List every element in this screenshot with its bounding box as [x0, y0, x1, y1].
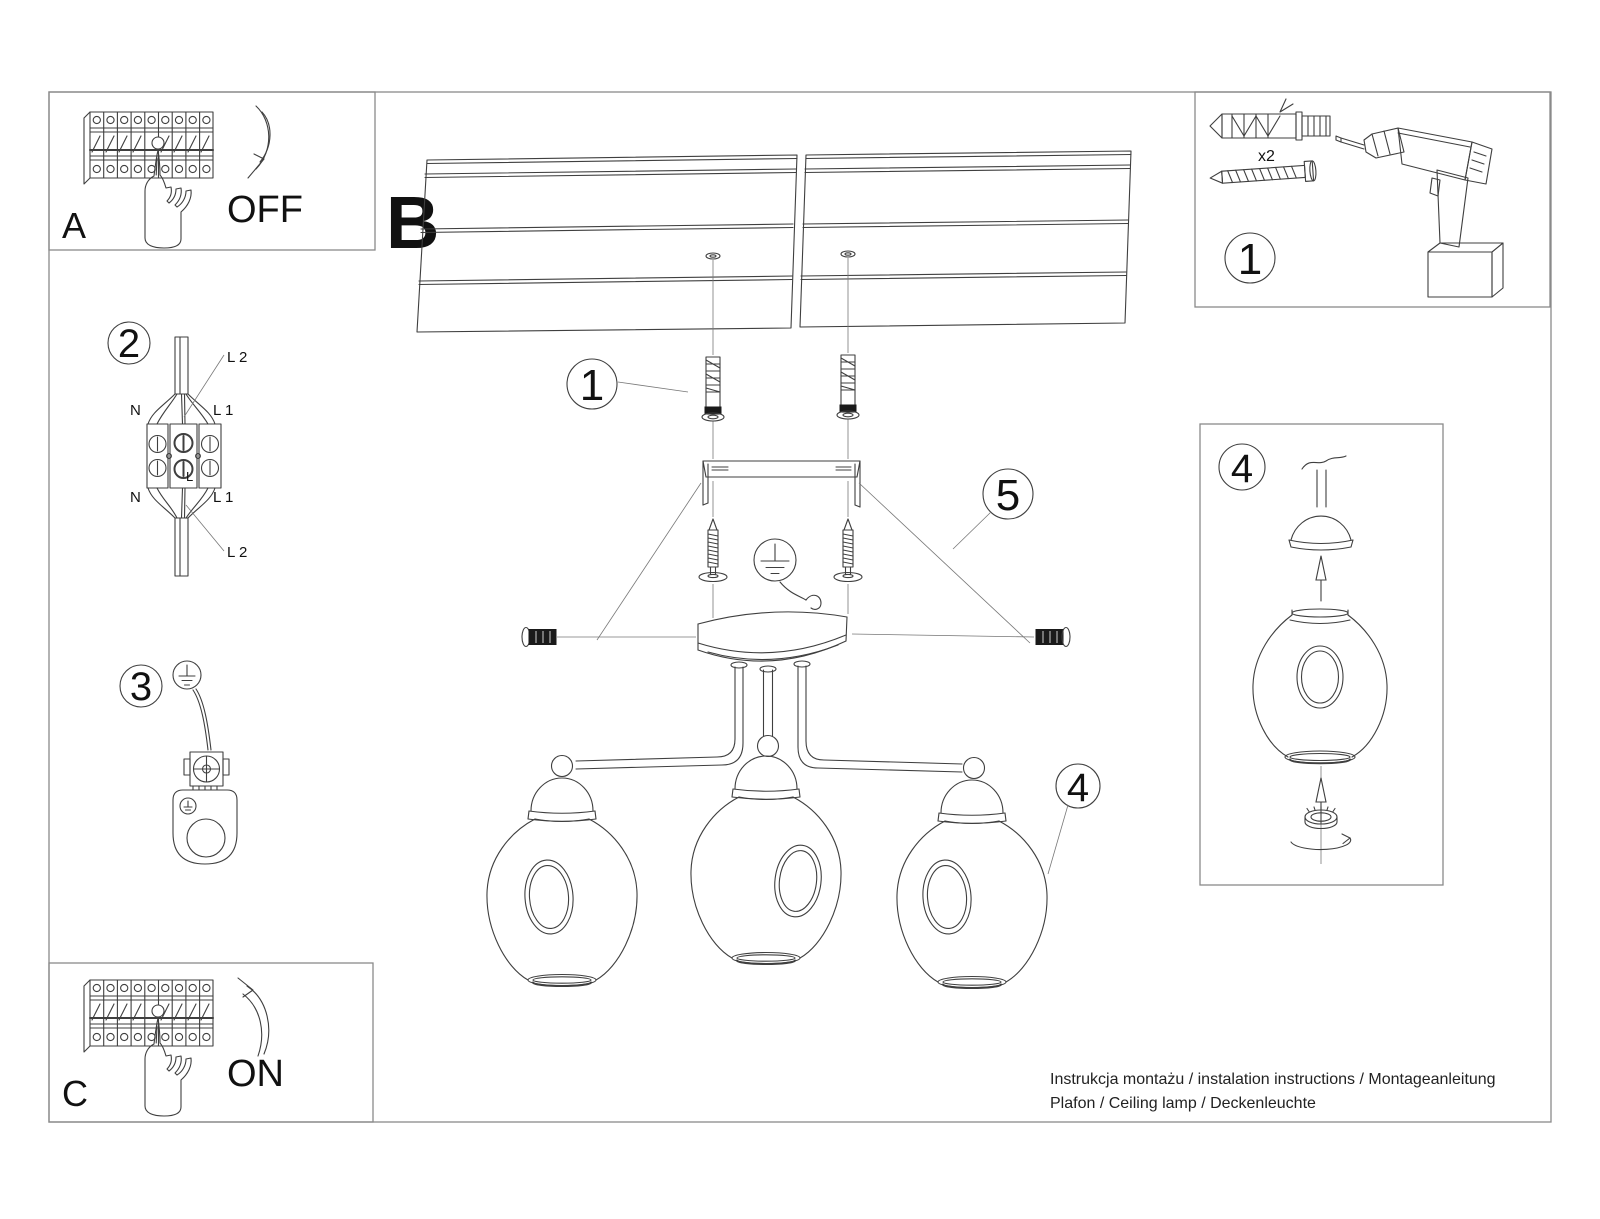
panel-shade-assembly [1219, 444, 1387, 864]
curved-arrow-up-icon [238, 978, 269, 1056]
step-1-number: 1 [579, 361, 605, 410]
ground-wire-loop [806, 595, 821, 609]
socket-dome-icon [1289, 516, 1353, 550]
arm-ball-joint [964, 758, 985, 779]
lamp-shade-left [487, 778, 637, 986]
step-4-number: 4 [1066, 766, 1090, 810]
shade-exploded-icon [1253, 609, 1387, 763]
page-frame [49, 92, 1551, 1122]
mounting-screw-icon [699, 519, 727, 582]
side-screw-right [1036, 628, 1070, 647]
wire-label-l: L [186, 469, 194, 484]
wall-plug-icon [837, 355, 859, 419]
assembly-arrow-up-icon [1316, 556, 1326, 601]
wire-label-l2-bottom: L 2 [227, 544, 248, 561]
wire-label-n-top: N [130, 402, 141, 419]
drill-hole [706, 253, 720, 259]
panel-c-border [49, 963, 373, 1122]
on-label: ON [227, 1053, 284, 1095]
off-label: OFF [227, 189, 303, 231]
wire-label-n-bottom: N [130, 489, 141, 506]
section-b-label: B [386, 181, 440, 264]
ground-terminal-diagram [120, 661, 237, 864]
curved-arrow-down-icon [248, 106, 270, 178]
ground-wire [780, 582, 806, 600]
lamp-shade-right [897, 780, 1047, 988]
ground-symbol-icon [173, 661, 201, 689]
step-1-number: 1 [1237, 235, 1263, 284]
breaker-strip-icon [84, 980, 213, 1116]
footer-text [1050, 1071, 1496, 1112]
wire-icon [1302, 456, 1346, 469]
main-installation-diagram [386, 151, 1131, 988]
ground-terminal-body [173, 752, 237, 864]
side-screw-left [522, 628, 556, 647]
footer-line2: Plafon / Ceiling lamp / Deckenleuchte [1050, 1095, 1316, 1112]
canopy [698, 612, 847, 672]
ground-symbol-icon [754, 539, 796, 581]
mounting-screw-icon [834, 519, 862, 582]
mounting-bracket [703, 461, 860, 507]
footer-line1: Instrukcja montażu / instalation instructions / Montageanleitung [1050, 1071, 1496, 1088]
wire-label-l1-bottom: L 1 [213, 489, 234, 506]
section-c-label: C [62, 1073, 88, 1114]
step-3-number: 3 [129, 665, 153, 709]
panel-power-on [62, 978, 284, 1116]
wire-label-l2-top: L 2 [227, 349, 248, 366]
cable-bottom [175, 518, 188, 576]
alignment-guides [713, 258, 848, 618]
panel-tools [1209, 99, 1503, 297]
breaker-strip-icon [84, 112, 213, 248]
panel-a-border [49, 92, 375, 250]
lamp-shade-center [691, 756, 841, 964]
terminal-block [147, 424, 221, 488]
wiring-diagram [108, 322, 247, 576]
arm-ball-joint [552, 756, 573, 777]
ceiling-boards [417, 151, 1131, 332]
wall-plug-horizontal-icon [1210, 99, 1330, 140]
cable-top [175, 337, 188, 394]
wire-label-l1-top: L 1 [213, 402, 234, 419]
drill-icon [1336, 128, 1503, 297]
step-2-number: 2 [117, 322, 141, 366]
drill-hole [841, 251, 855, 257]
arm-ball-joint [758, 736, 779, 757]
lamp-arms [552, 666, 985, 779]
wall-plug-icon [702, 357, 724, 421]
step-4-number: 4 [1230, 447, 1254, 491]
assembly-arrow-up-icon [1316, 778, 1326, 823]
anchor-qty-label: x2 [1258, 148, 1275, 165]
panel-power-off [62, 106, 303, 248]
step-5-number: 5 [995, 471, 1021, 520]
section-a-label: A [62, 205, 87, 246]
